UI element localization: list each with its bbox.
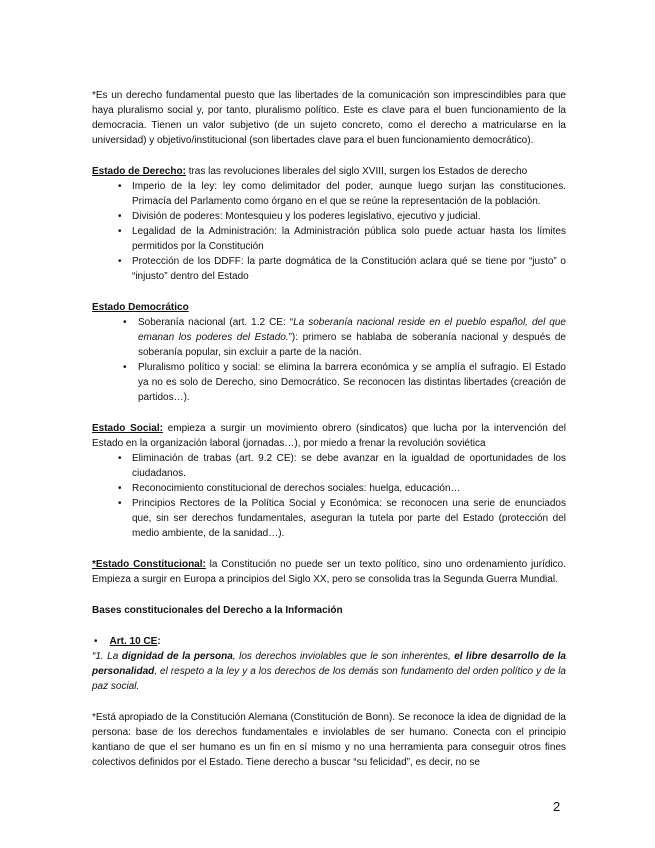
section-estado-social	[92, 421, 566, 541]
article-10-quote: “1. La dignidad de la persona, los derechos inviolables que le son inherentes, el libre desarrollo de la personalidad, el respeto a la ley y a los derechos de los demás son fundamento del orden político y de la paz social.	[92, 651, 566, 692]
section-art-10: • Art. 10 CE: “1. La dignidad de la persona, los derechos inviolables que le son inherentes, el libre desarrollo de la personalidad, el respeto a la ley y a los derechos de los demás son fundamento del orden político y de la paz social.	[92, 636, 566, 692]
section-estado-de-derecho	[92, 164, 566, 284]
heading-bases-constitucionales: Bases constitucionales del Derecho a la Información	[92, 605, 343, 616]
page-number: 2	[553, 799, 561, 814]
estado-social-list	[92, 451, 566, 541]
heading-estado-social: Estado Social:	[92, 423, 163, 434]
paragraph-constitucion-alemana: *Está apropiado de la Constitución Alemana (Constitución de Bonn). Se reconoce la idea de dignidad de la persona: base de los derechos fundamentales e inviolables de ser humano. Conecta con el principio kantiano de que el ser humano es un fin en sí mismo y no una herramienta para conseguir otros fines colectivos definidos por el Estado. Tiene derecho a buscar “su felicidad”, es decir, no se	[92, 712, 566, 768]
list-item: • Soberanía nacional (art. 1.2 CE: “La soberanía nacional reside en el pueblo español, del que emanan los poderes del Estado.”): primero se hablaba de soberanía nacional y después de soberanía popular, sin excluir a parte de la nación.	[92, 315, 566, 360]
list-item: • Eliminación de trabas (art. 9.2 CE): se debe avanzar en la igualdad de oportunidades de los ciudadanos.	[92, 451, 566, 481]
estado-democratico-list	[92, 315, 566, 405]
bullet: •	[94, 636, 98, 647]
article-10-ce-label: Art. 10 CE	[109, 636, 158, 647]
section-estado-democratico	[92, 300, 566, 405]
heading-estado-democratico: Estado Democrático	[92, 302, 189, 313]
paragraph-derecho-fundamental: *Es un derecho fundamental puesto que las libertades de la comunicación son imprescindibles para que haya pluralismo social y, por tanto, pluralismo político. Este es clave para el buen funcionamiento de la democracia. Tienen un valor subjetivo (de un sujeto concreto, como el derecho a matricularse en la universidad) y objetivo/institucional (son libertades clave para el buen funcionamiento democrático).	[92, 90, 566, 146]
section-estado-constitucional: *Estado Constitucional: la Constitución no puede ser un texto político, sino uno ordenamiento jurídico. Empieza a surgir en Europa a principios del Siglo XX, pero se consolida tras la Segunda Guerra Mundial.	[92, 559, 566, 585]
list-item: • Reconocimiento constitucional de derechos sociales: huelga, educación…	[92, 481, 566, 496]
quote-soberania: La soberanía nacional reside en el pueblo español, del que emanan los poderes del Estado.	[138, 317, 566, 343]
list-item: • Pluralismo político y social: se elimina la barrera económica y se amplía el sufragio. El Estado ya no es solo de Derecho, sino Democrático. Se reconocen las distintas libertades (creación de partidos…).	[92, 360, 566, 405]
list-item: • División de poderes: Montesquieu y los poderes legislativo, ejecutivo y judicial.	[92, 209, 566, 224]
heading-estado-constitucional: *Estado Constitucional:	[92, 559, 206, 570]
list-item: • Principios Rectores de la Política Social y Económica: se reconocen una serie de enunciados que, sin ser derechos fundamentales, aseguran la tutela por parte del Estado (protección del medio ambiente, de la sanidad…).	[92, 496, 566, 541]
estado-de-derecho-intro: tras las revoluciones liberales del siglo XVIII, surgen los Estados de derecho	[185, 166, 528, 177]
list-item: • Protección de los DDFF: la parte dogmática de la Constitución aclara qué se tiene por “justo” o “injusto” dentro del Estado	[92, 254, 566, 284]
heading-estado-de-derecho: Estado de Derecho:	[92, 166, 186, 177]
estado-social-intro: empieza a surgir un movimiento obrero (sindicatos) que lucha por la intervención del Estado en la organización laboral (jornadas…), por miedo a frenar la revolución soviética	[92, 423, 566, 449]
estado-de-derecho-list	[92, 179, 566, 284]
document-page	[92, 88, 566, 770]
list-item: • Imperio de la ley: ley como delimitador del poder, aunque luego surjan las constituciones. Primacía del Parlamento como órgano en el que se reúne la representación de la población.	[92, 179, 566, 209]
list-item: • Legalidad de la Administración: la Administración pública solo puede actuar hasta los límites permitidos por la Constitución	[92, 224, 566, 254]
